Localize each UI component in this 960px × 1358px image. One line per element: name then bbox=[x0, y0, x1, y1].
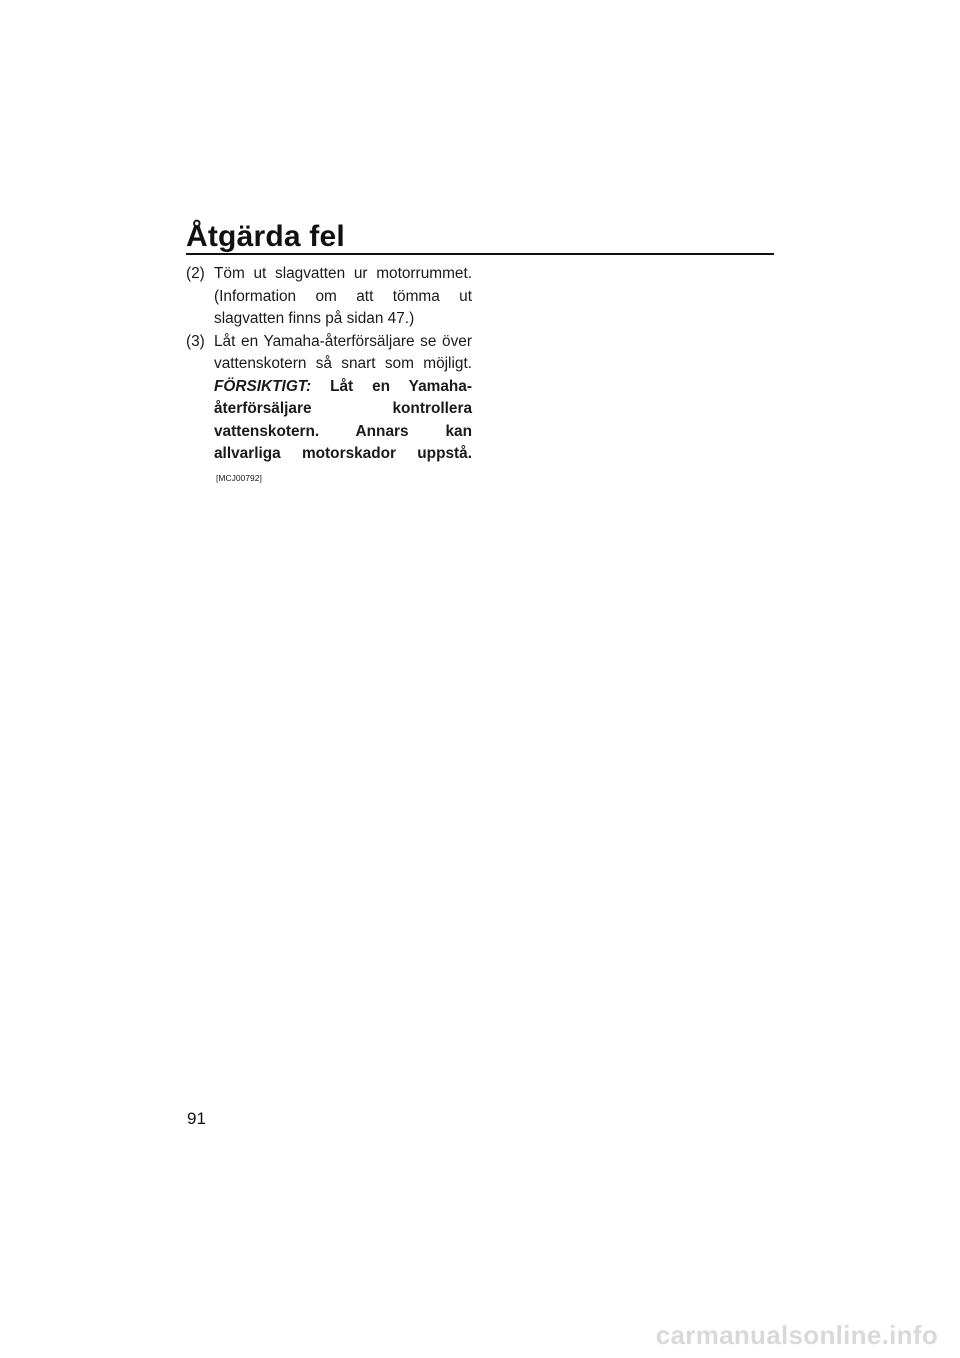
caution-label: FÖRSIKTIGT: bbox=[214, 377, 312, 395]
caution-text: Låt en Yamaha-återförsäljare kontrollera vattenskotern. Annars kan allvarliga motorskador uppstå. bbox=[214, 377, 472, 462]
step-body bbox=[214, 331, 472, 490]
page-number: 91 bbox=[187, 1109, 206, 1128]
step-item bbox=[186, 331, 472, 490]
instruction-list bbox=[186, 263, 472, 489]
watermark: carmanualsonline.info bbox=[655, 1320, 938, 1350]
step-item bbox=[186, 263, 472, 331]
reference-code: [MCJ00792] bbox=[216, 472, 262, 483]
step-number: (2) bbox=[186, 265, 205, 282]
title-rule bbox=[186, 253, 774, 255]
step-number: (3) bbox=[186, 332, 205, 350]
page-title: Åtgärda fel bbox=[186, 220, 345, 253]
step-text: Låt en Yamaha-återförsäljare se över vattenskotern så snart som möjligt. bbox=[214, 332, 472, 372]
step-text: Töm ut slagvatten ur motorrummet. (Information om att tömma ut slagvatten finns på sidan 47.) bbox=[214, 265, 472, 327]
